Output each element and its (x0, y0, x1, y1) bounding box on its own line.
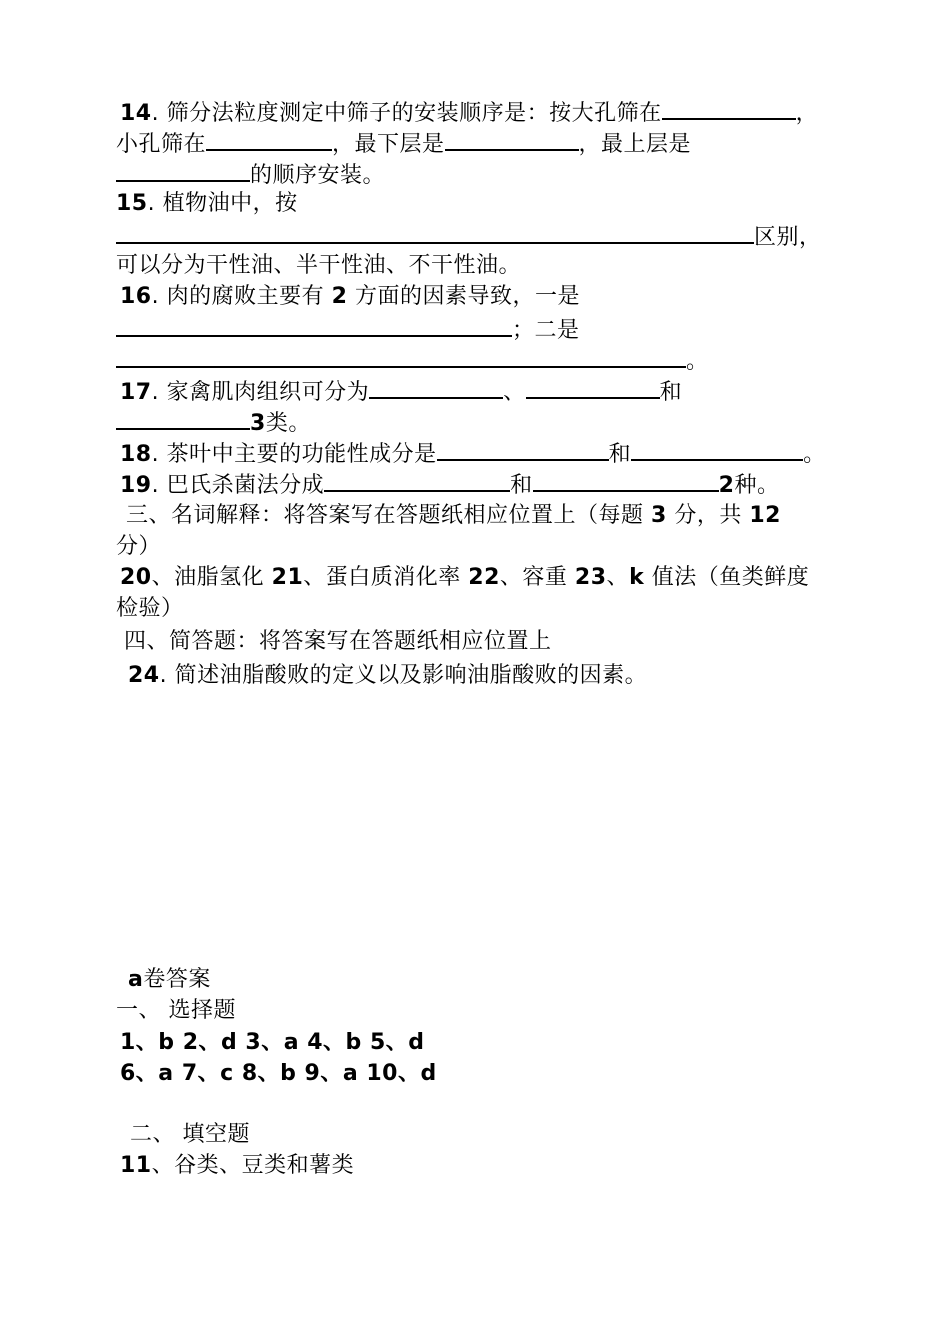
question-15-line-1 (116, 189, 298, 219)
answer-key-title (128, 965, 211, 995)
question-number: 20 (120, 565, 152, 590)
question-17-line-2 (116, 406, 311, 436)
section-3-heading (126, 501, 781, 531)
section-title: 二、 填空题 (130, 1122, 250, 1147)
question-number: 18 (120, 442, 152, 467)
question-15-line-2 (116, 220, 822, 250)
question-text: 区别， (754, 225, 822, 250)
question-16-line-3 (116, 344, 709, 374)
answer-blank (662, 96, 796, 120)
question-text: ，最下层是 (332, 132, 445, 157)
answer-blank (437, 437, 609, 461)
question-number: 11 (120, 1153, 152, 1178)
answer-row-text: 6、a 7、c 8、b 9、a 10、d (120, 1061, 437, 1086)
question-number: 24 (128, 663, 160, 688)
answer-blank (116, 313, 512, 337)
answer-blank (116, 406, 250, 430)
question-15-line-3 (116, 251, 521, 281)
answer-key-text: 卷答案 (143, 967, 211, 992)
answer-blank (533, 468, 719, 492)
answer-blank (369, 375, 503, 399)
question-14-line-1 (120, 96, 818, 126)
question-text: ；二是 (512, 318, 580, 343)
answer-blank (631, 437, 803, 461)
question-text: 的顺序安装。 (250, 163, 386, 188)
section-title: 三、名词解释：将答案写在答题纸相应位置上（每题 (126, 503, 644, 528)
answer-11 (120, 1151, 354, 1181)
paper-letter: a (128, 967, 144, 992)
answer-blank (526, 375, 660, 399)
term-text: 检验） (116, 596, 184, 621)
answer-blank (324, 468, 510, 492)
question-text: 类。 (265, 411, 311, 436)
term-text: 值法（鱼类鲜度 (651, 565, 810, 590)
question-number: 21 (271, 565, 304, 590)
total-points: 12 (749, 503, 781, 528)
question-number: 17 (120, 380, 152, 405)
number-three: 3 (250, 411, 266, 436)
question-number: 14 (120, 101, 152, 126)
question-19 (120, 468, 779, 498)
section-3-heading-cont (116, 532, 161, 562)
terms-line-2 (116, 594, 184, 624)
answer-blank (116, 344, 686, 368)
question-text: 方面的因素导致，一是 (354, 284, 580, 309)
punctuation: 。 (686, 349, 709, 374)
question-text: 种。 (734, 473, 780, 498)
question-text: . 茶叶中主要的功能性成分是 (151, 442, 437, 467)
answer-blank (206, 127, 332, 151)
answer-section-1 (116, 996, 236, 1026)
terms-line-1 (120, 563, 809, 593)
answer-blank (445, 127, 579, 151)
question-number: 15 (116, 191, 148, 216)
conjunction: 和 (510, 473, 533, 498)
section-title: 四、简答题：将答案写在答题纸相应位置上 (124, 629, 552, 654)
k-letter: k (629, 565, 645, 590)
term-text: 、容重 (499, 565, 568, 590)
term-text: 、蛋白质消化率 (303, 565, 461, 590)
question-text: 可以分为干性油、半干性油、不干性油。 (116, 253, 522, 278)
question-16-line-1 (120, 282, 580, 312)
term-text: 、油脂氢化 (151, 565, 265, 590)
question-text: . 肉的腐败主要有 (151, 284, 325, 309)
question-text: . 植物油中，按 (147, 191, 298, 216)
question-16-line-2 (116, 313, 580, 343)
conjunction: 和 (659, 380, 683, 405)
question-number: 16 (120, 284, 152, 309)
answer-row-1 (120, 1028, 425, 1058)
number-two: 2 (718, 473, 735, 498)
punctuation: 、 (503, 380, 526, 405)
question-text: ，最上层是 (578, 132, 692, 157)
question-14-line-3 (116, 158, 385, 188)
answer-section-2 (130, 1120, 250, 1150)
conjunction: 和 (608, 442, 632, 467)
question-24 (128, 661, 647, 691)
points-per-item: 3 (651, 503, 667, 528)
punctuation: 。 (803, 442, 826, 467)
question-text: 小孔筛在 (116, 132, 207, 157)
number-two: 2 (331, 284, 348, 309)
section-text: 分） (116, 534, 162, 559)
question-18 (120, 437, 826, 467)
question-14-line-2 (116, 127, 691, 157)
punctuation: ， (795, 101, 819, 126)
question-number: 22 (468, 565, 500, 590)
question-text: . 巴氏杀菌法分成 (151, 473, 325, 498)
answer-text: 、谷类、豆类和薯类 (151, 1153, 355, 1178)
answer-blank (116, 158, 250, 182)
answer-row-2 (120, 1059, 437, 1089)
term-text: 、 (606, 565, 630, 590)
answer-blank (116, 220, 754, 244)
answer-row-text: 1、b 2、d 3、a 4、b 5、d (120, 1030, 425, 1055)
question-number: 19 (120, 473, 152, 498)
question-text: . 筛分法粒度测定中筛子的安装顺序是：按大孔筛在 (151, 101, 662, 126)
section-4-heading (124, 627, 552, 657)
section-title: 一、 选择题 (116, 998, 236, 1023)
question-number: 23 (574, 565, 607, 590)
question-text: . 家禽肌肉组织可分为 (151, 380, 370, 405)
question-text: . 简述油脂酸败的定义以及影响油脂酸败的因素。 (159, 663, 648, 688)
question-17-line-1 (120, 375, 682, 405)
section-text: 分，共 (674, 503, 742, 528)
